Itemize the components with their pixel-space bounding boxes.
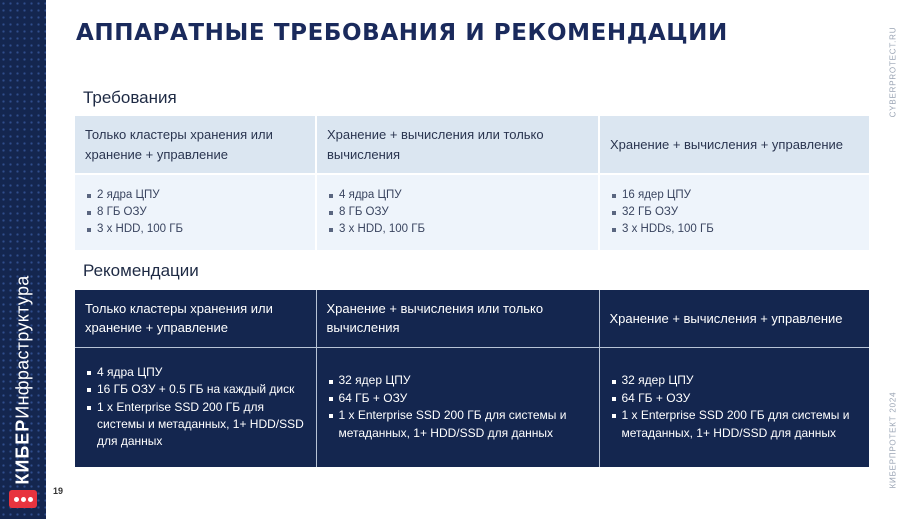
list-item: 32 ядер ЦПУ [610,372,860,389]
list-item: 2 ядра ЦПУ [85,187,305,204]
list-item: 1 x Enterprise SSD 200 ГБ для системы и метаданных, 1+ HDD/SSD для данных [327,407,589,442]
requirements-header-cell: Только кластеры хранения или хранение + управление [75,116,316,174]
list-item: 64 ГБ + ОЗУ [610,390,860,407]
recommendations-body-cell [599,347,869,467]
slide-title: АППАРАТНЫЕ ТРЕБОВАНИЯ И РЕКОМЕНДАЦИИ [76,20,728,46]
website-label: CYBERPROTECT.RU [888,26,898,118]
requirements-header-cell: Хранение + вычисления + управление [599,116,869,174]
brand-logo-text [13,275,34,484]
list-item: 8 ГБ ОЗУ [327,204,588,221]
list-item: 4 ядра ЦПУ [327,187,588,204]
list-item: 64 ГБ + ОЗУ [327,390,589,407]
list-item: 1 x Enterprise SSD 200 ГБ для системы и метаданных, 1+ HDD/SSD для данных [610,407,860,442]
list-item: 1 x Enterprise SSD 200 ГБ для системы и метаданных, 1+ HDD/SSD для данных [85,399,306,451]
recommendations-body-cell [75,347,316,467]
recommendations-header-cell: Хранение + вычисления или только вычисления [316,290,599,347]
recommendations-body-cell [316,347,599,467]
copyright-label: КИБЕРПРОТЕКТ 2024 [888,391,898,489]
recommendations-table [75,290,869,467]
list-item: 32 ГБ ОЗУ [610,204,859,221]
list-item: 3 x HDD, 100 ГБ [327,221,588,238]
list-item: 16 ядер ЦПУ [610,187,859,204]
list-item: 8 ГБ ОЗУ [85,204,305,221]
requirements-table [75,116,869,250]
list-item: 3 x HDD, 100 ГБ [85,221,305,238]
requirements-header-row [75,116,869,174]
recommendations-heading: Рекомендации [83,261,199,280]
recommendations-header-row [75,290,869,347]
recommendations-header-cell: Только кластеры хранения или хранение + управление [75,290,316,347]
sidebar [0,0,46,519]
brand-rest: Инфраструктура [12,275,33,419]
list-item: 3 x HDDs, 100 ГБ [610,221,859,238]
page-number: 19 [53,486,64,496]
recommendations-header-cell: Хранение + вычисления + управление [599,290,869,347]
recommendations-body-row [75,347,869,467]
requirements-body-cell [75,174,316,250]
cyber-logo-icon [9,490,37,508]
requirements-heading: Требования [83,88,177,107]
brand-bold: КИБЕР [12,418,33,485]
list-item: 32 ядер ЦПУ [327,372,589,389]
requirements-body-cell [316,174,599,250]
requirements-body-row [75,174,869,250]
list-item: 16 ГБ ОЗУ + 0.5 ГБ на каждый диск [85,381,306,398]
requirements-body-cell [599,174,869,250]
list-item: 4 ядра ЦПУ [85,364,306,381]
requirements-header-cell: Хранение + вычисления или только вычисления [316,116,599,174]
